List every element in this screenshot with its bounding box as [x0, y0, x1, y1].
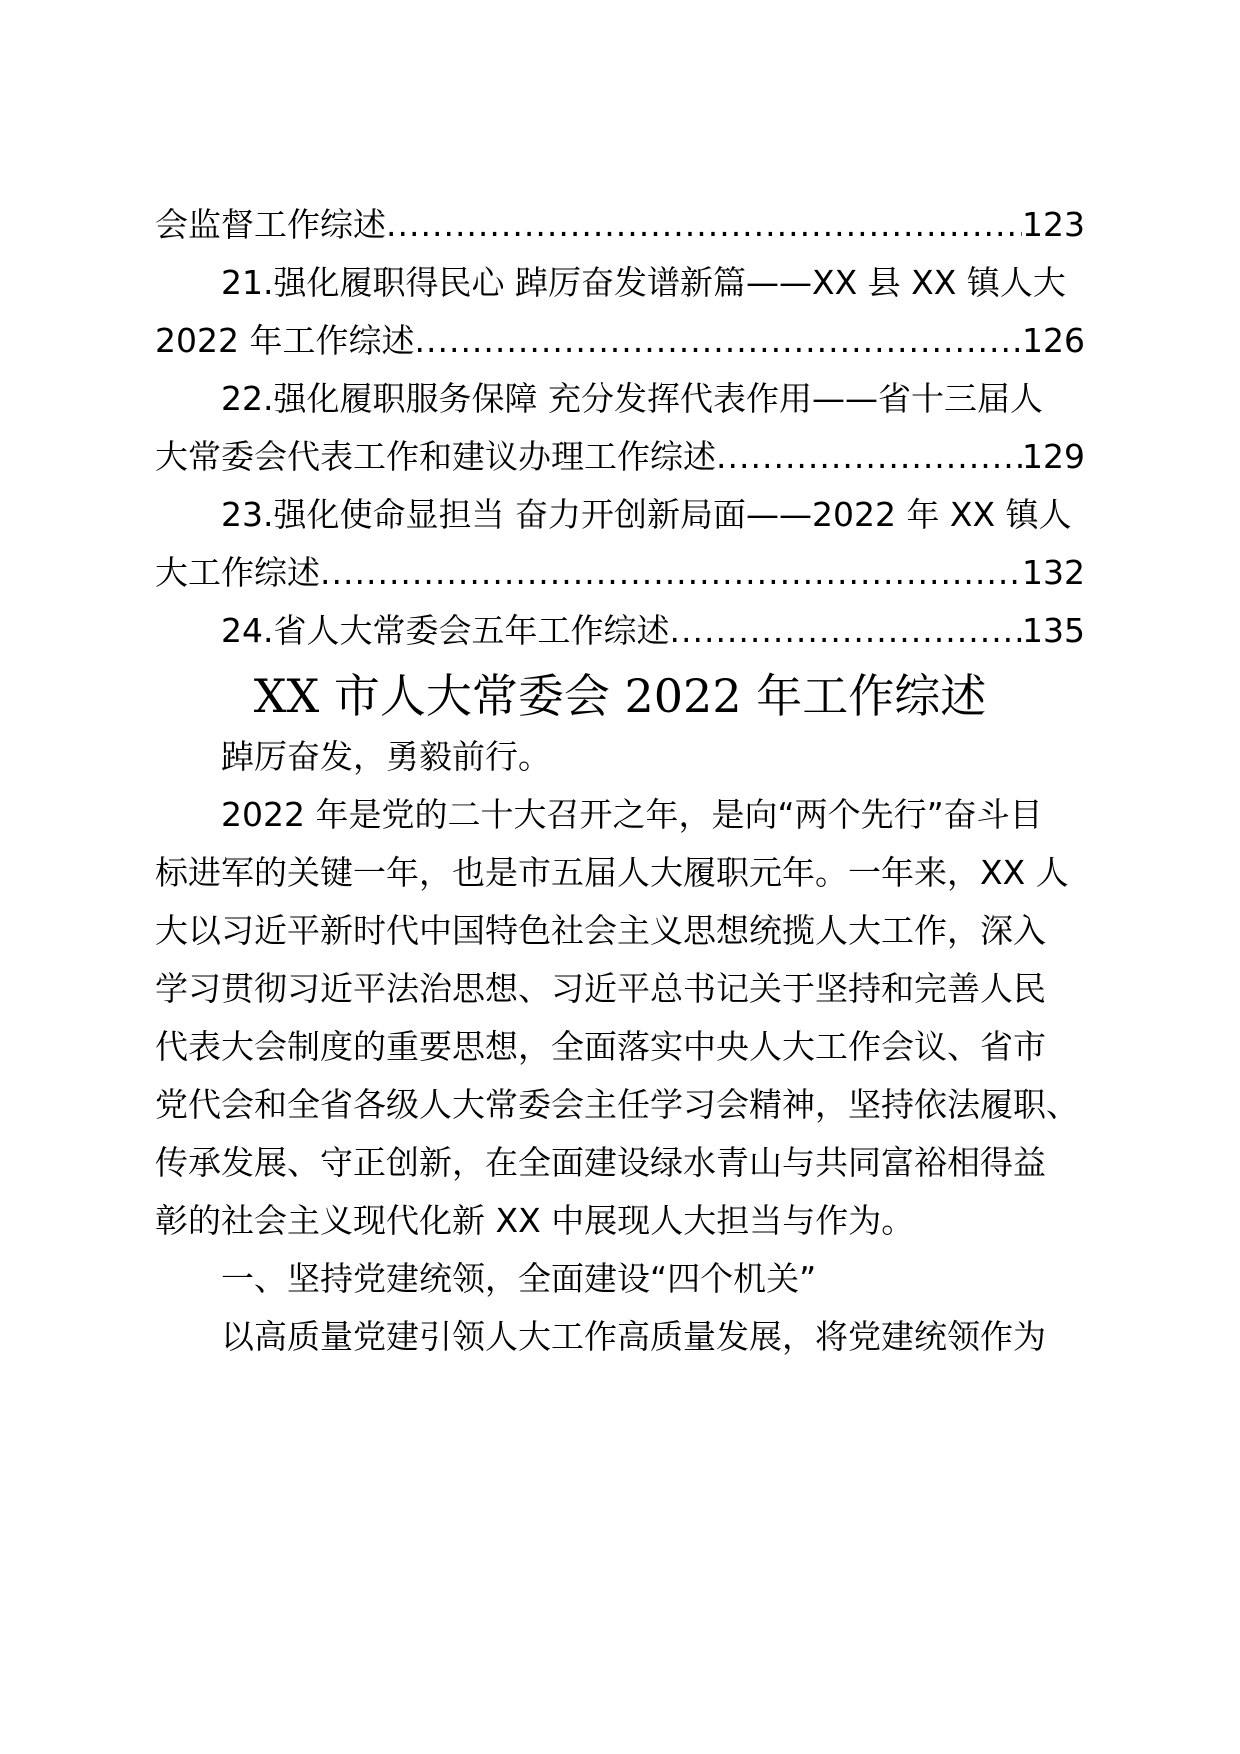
toc-leader-dots: [320, 553, 1022, 593]
toc-entry-text: 21.强化履职得民心 踔厉奋发谱新篇——XX 县 XX 镇人大: [221, 263, 1066, 302]
section-heading: 一、坚持党建统领，全面建设“四个机关”: [221, 1259, 817, 1298]
toc-leader-dots: [669, 611, 1022, 651]
paragraph-line: 彰的社会主义现代化新 XX 中展现人大担当与作为。: [155, 1201, 915, 1240]
toc-page-number: 129: [1022, 437, 1085, 476]
toc-entry-text: 2022 年工作综述: [155, 321, 415, 360]
toc-entry-22-continued[interactable]: [155, 437, 1085, 477]
paragraph-line: 大以习近平新时代中国特色社会主义思想统揽人大工作，深入: [155, 911, 1046, 950]
toc-entry-21[interactable]: [155, 263, 1085, 303]
toc-entry-text: 会监督工作综述: [155, 205, 386, 244]
toc-leader-dots: [716, 437, 1022, 477]
toc-leader-dots: [414, 321, 1022, 361]
paragraph-line: 传承发展、守正创新，在全面建设绿水青山与共同富裕相得益: [155, 1143, 1046, 1182]
paragraph-line: 以高质量党建引领人大工作高质量发展，将党建统领作为: [221, 1317, 1046, 1356]
paragraph-line: 标进军的关键一年，也是市五届人大履职元年。一年来，XX 人: [155, 853, 1069, 892]
toc-entry-23[interactable]: [155, 495, 1085, 535]
toc-page-number: 126: [1022, 321, 1085, 360]
toc-entry-24[interactable]: [155, 611, 1085, 651]
toc-entry-23-continued[interactable]: [155, 553, 1085, 593]
toc-entry-20-continued[interactable]: [155, 205, 1085, 245]
toc-entry-text: 22.强化履职服务保障 充分发挥代表作用——省十三届人: [221, 379, 1043, 418]
toc-entry-text: 大工作综述: [155, 553, 320, 592]
toc-page-number: 135: [1022, 611, 1085, 650]
article-subtitle: 踔厉奋发，勇毅前行。: [221, 737, 551, 776]
paragraph-line: 代表大会制度的重要思想，全面落实中央人大工作会议、省市: [155, 1027, 1046, 1066]
toc-entry-text: 24.省人大常委会五年工作综述: [221, 611, 670, 650]
toc-entry-21-continued[interactable]: [155, 321, 1085, 361]
paragraph-line: 党代会和全省各级人大常委会主任学习会精神，坚持依法履职、: [155, 1085, 1079, 1124]
toc-entry-text: 大常委会代表工作和建议办理工作综述: [155, 437, 716, 476]
toc-leader-dots: [386, 205, 1022, 245]
toc-entry-text: 23.强化使命显担当 奋力开创新局面——2022 年 XX 镇人: [221, 495, 1072, 534]
toc-page-number: 132: [1022, 553, 1085, 592]
toc-page-number: 123: [1022, 205, 1085, 244]
article-title: XX 市人大常委会 2022 年工作综述: [253, 669, 987, 723]
toc-entry-22[interactable]: [155, 379, 1085, 419]
paragraph-line: 学习贯彻习近平法治思想、习近平总书记关于坚持和完善人民: [155, 969, 1046, 1008]
paragraph-line: 2022 年是党的二十大召开之年，是向“两个先行”奋斗目: [221, 795, 1043, 834]
